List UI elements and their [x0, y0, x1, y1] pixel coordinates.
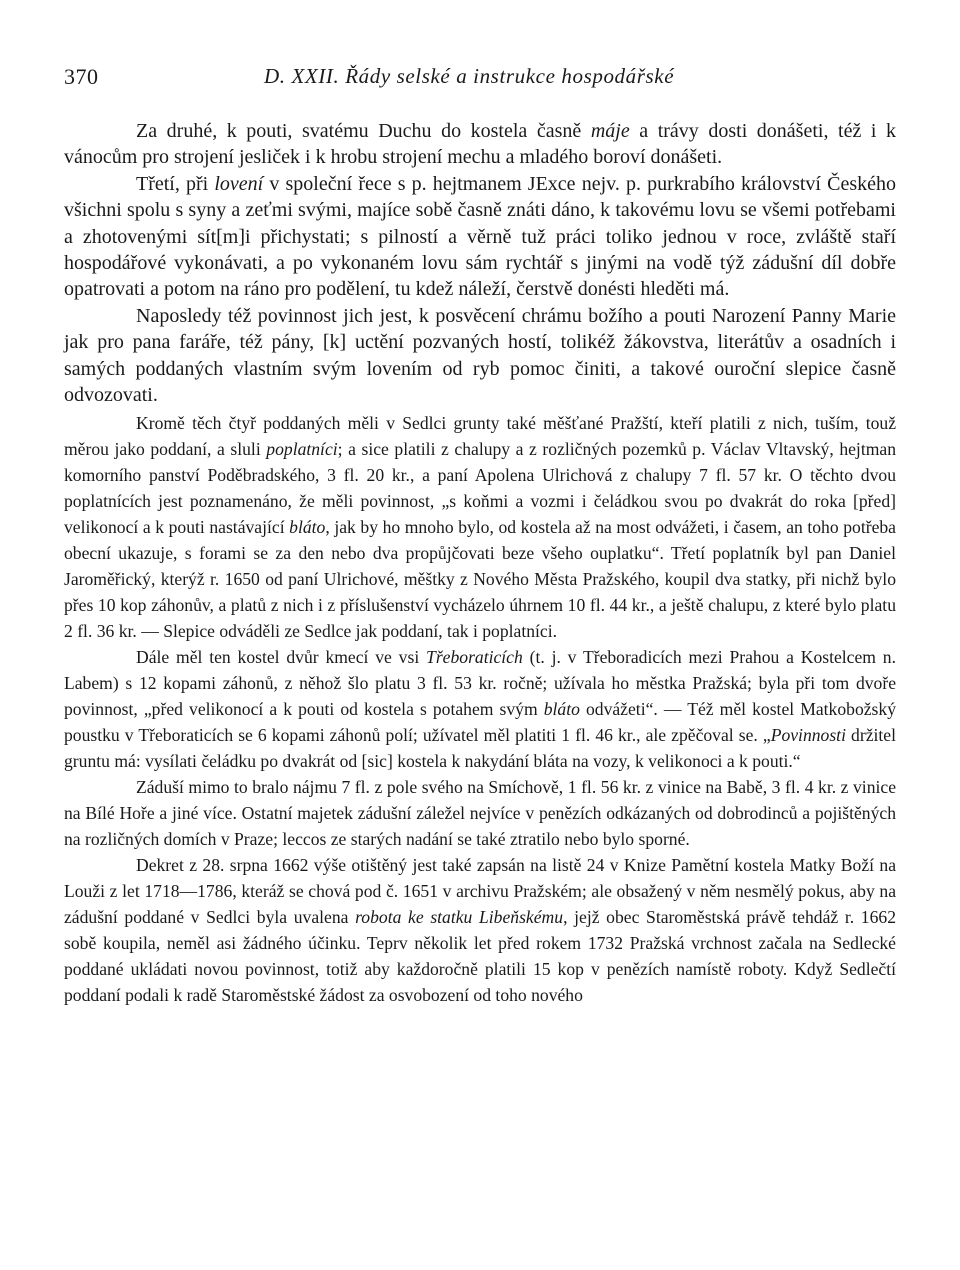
text-segment: Dekret z 28. srpna 1662 výše otištěný jest také zapsán na listě 24 v Knize Pamětní kostela Matky Boží na Louži z let 1718—1786, kteráž se chová pod č. 1651 v archivu Pražském; ale obsažený v něm nesmělý pokus, aby na zádušní poddané v Sedlci byla uvalena — [64, 855, 896, 928]
paragraph — [64, 410, 896, 644]
page-header — [64, 64, 896, 100]
italic-term: lovení — [214, 172, 264, 195]
text-segment: a trávy dosti donášeti, též i k vánocům pro strojení jesliček i k hrobu strojení mechu a mladého boroví donášeti. — [64, 120, 896, 169]
text-segment: odvážeti“. — Též měl kostel Matkobožský poustku v Třeboraticích se 6 kopami záhonů polí; užívatel měl platiti 1 fl. 46 kr., ale zpěčoval se. „ — [64, 699, 896, 746]
italic-term: Povinnosti — [770, 725, 846, 746]
text-segment: ; a sice platili z chalupy a z rozličných pozemků p. Václav Vltavský, hejtman komorního panství Poděbradského, 3 fl. 20 kr., a paní Apolena Ulrichová z chalupy 7 fl. 57 kr. O těchto dvou poplatnících jest poznamenáno, že měli povinnost, „s koňmi a vozmi i čeládkou svou po dvakrát do roka [před] velikonocí a k pouti nastávající — [64, 439, 896, 538]
body-text — [64, 118, 896, 1008]
paragraph — [64, 644, 896, 774]
paragraph — [64, 852, 896, 1008]
paragraph — [64, 171, 896, 303]
paragraph — [64, 303, 896, 409]
paragraph — [64, 118, 896, 171]
text-segment: v společní řece s p. hejtmanem JExce nejv. p. purkrabího království Českého všichni spolu s syny a zeťmi svými, majíce sobě časně znáti dáno, k takovému lovu se všemi potřebami a zhotovenými sít[m]i přichystati; s pilností a věrně tuž práci toliko jednou v roce, zvláště staří hospodářové vykonávati, a po vykonaném lovu sám rychtář s jinými na vodě týž zádušní díl dobře opatrovati a potom na ráno pro podělení, tu kdež náleží, čerstvě donésti hleděti má. — [64, 172, 897, 301]
italic-term: bláto — [543, 699, 580, 720]
text-segment: , jejž obec Staroměstská právě tehdáž r. 1662 sobě koupila, neměl asi žádného účinku. Teprv několik let před rokem 1732 Pražská vrchnost začala na Sedlecké poddané ukládati novou povinnost, totiž aby každoročně platili 15 kop v penězích namístě roboty. Když Sedlečtí poddaní podali k radě Staroměstské žádost za osvobození od toho nového — [64, 907, 896, 1006]
running-title: D. XXII. Řády selské a instrukce hospodářské — [264, 64, 675, 88]
text-segment: držitel gruntu má: vysílati čeládku po dvakrát od [sic] kostela k nakydání bláta na vozy, k velikonoci a k pouti.“ — [64, 725, 896, 772]
text-segment: (t. j. v Třeboradicích mezi Prahou a Kostelcem n. Labem) s 12 kopami záhonů, z něhož šlo platu 3 fl. 53 kr. ročně; užívala ho městka Pražská; byla při tom dvoře povinnost, „před velikonocí a k pouti od kostela s potahem svým — [64, 647, 896, 720]
text-segment: Naposledy též povinnost jich jest, k posvěcení chrámu božího a pouti Narození Panny Marie jak pro pana faráře, též pány, [k] uctění pozvaných hostí, tolikéž žákovstva, literátův a osadních i samých poddaných vlastním svým lovením od ryb pomoc činiti, a takové ouroční slepice časně odvozovati. — [64, 304, 896, 407]
text-segment: Za druhé, k pouti, svatému Duchu do kostela časně — [136, 120, 591, 142]
page-number: 370 — [64, 64, 99, 89]
italic-term: robota ke statku Libeňskému — [355, 907, 564, 928]
italic-term: bláto — [289, 517, 326, 538]
italic-term: poplatníci — [266, 439, 338, 460]
text-segment: Dále měl ten kostel dvůr kmecí ve vsi — [136, 647, 427, 668]
text-segment: Kromě těch čtyř poddaných měli v Sedlci grunty také měšťané Pražští, kteří platili z nich, tuším, touž měrou jako poddaní, a sluli — [64, 413, 896, 460]
text-segment: , jak by ho mnoho bylo, od kostela až na most odvážeti, i časem, an toho potřeba obecní ukazuje, s forami se za den nebo dva propůjčovati beze všeho ouplatku“. Třetí poplatník byl pan Daniel Jaroměřický, kterýž r. 1650 od paní Ulrichové, měštky z Nového Města Pražského, koupil dva statky, při nichž bylo přes 10 kop záhonův, a platů z nich i z příslušenství vycházelo úhrnem 10 fl. 44 kr., a ještě chalupu, z které bylo platu 2 fl. 36 kr. — Slepice odváděli ze Sedlce jak poddaní, tak i poplatníci. — [64, 517, 896, 642]
italic-term: Třeboraticích — [426, 647, 523, 668]
paragraph — [64, 774, 896, 852]
text-segment: Záduší mimo to bralo nájmu 7 fl. z pole svého na Smíchově, 1 fl. 56 kr. z vinice na Babě, 3 fl. 4 kr. z vinice na Bílé Hoře a jiné více. Ostatní majetek zádušní záležel nejvíce v penězích odkázaných od dobrodinců a pojištěných na rozličných domích v Praze; leccos ze starých nadání se také ztratilo nebo bylo sporné. — [64, 777, 896, 850]
text-segment: Třetí, při — [136, 172, 215, 195]
italic-term: máje — [590, 120, 630, 142]
